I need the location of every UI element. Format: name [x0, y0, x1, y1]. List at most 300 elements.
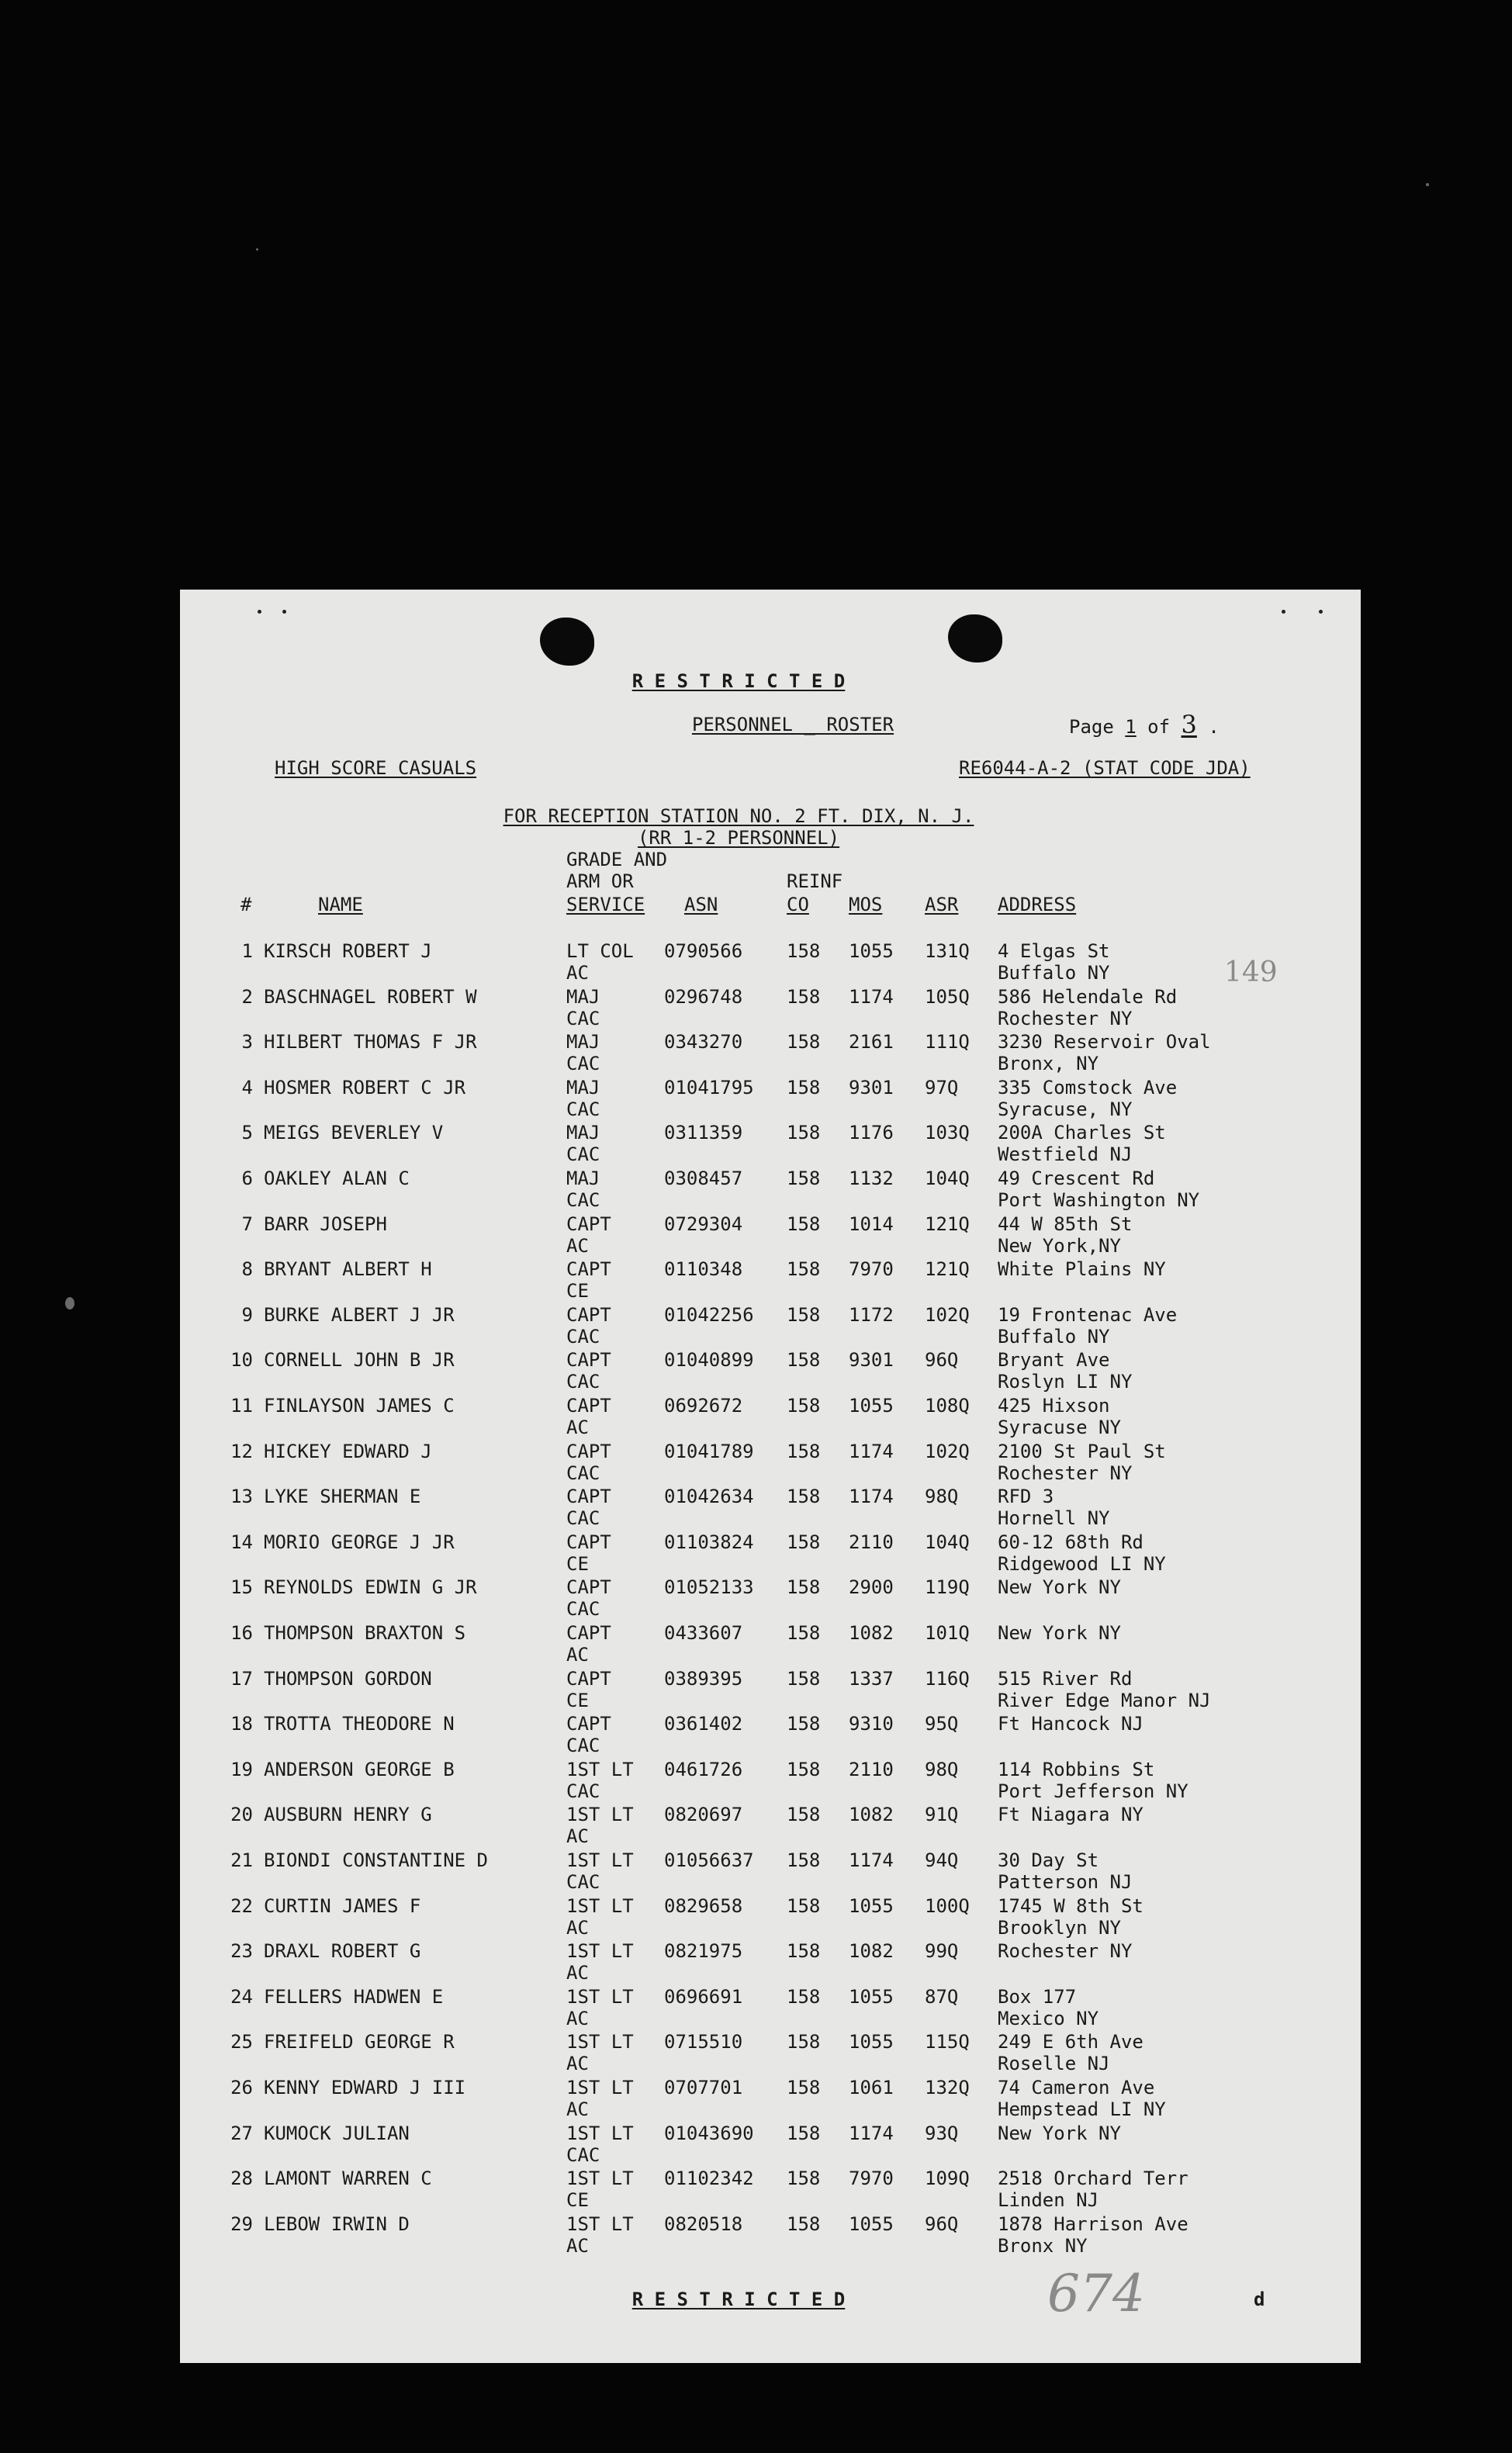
row-asn: 0829658: [664, 1894, 743, 1917]
row-asn: 0461726: [664, 1758, 743, 1780]
row-grade: 1ST LT: [566, 1758, 634, 1780]
row-arm-service: CAC: [566, 1098, 600, 1120]
col-reinf: REINF: [787, 870, 843, 892]
row-name: CURTIN JAMES F: [264, 1894, 421, 1917]
row-grade: 1ST LT: [566, 1940, 634, 1963]
row-asn: 01042634: [664, 1486, 754, 1508]
row-arm-service: CE: [566, 1552, 589, 1575]
row-grade: CAPT: [566, 1349, 611, 1372]
row-address-line2: Ridgewood LI NY: [998, 1552, 1166, 1575]
row-reinf-co: 158: [787, 1122, 821, 1144]
row-name: ANDERSON GEORGE B: [264, 1758, 455, 1780]
row-asr: 96Q: [925, 1349, 959, 1372]
row-arm-service: AC: [566, 1234, 589, 1257]
row-address-line2: Hornell NY: [998, 1507, 1110, 1530]
row-grade: 1ST LT: [566, 2213, 634, 2235]
row-address-line2: New York,NY: [998, 1234, 1121, 1257]
row-address-line1: 3230 Reservoir Oval: [998, 1031, 1211, 1054]
row-arm-service: CAC: [566, 1053, 600, 1075]
row-address-line1: RFD 3: [998, 1486, 1054, 1508]
row-address-line1: 4 Elgas St: [998, 940, 1110, 962]
row-address-line1: Bryant Ave: [998, 1349, 1110, 1372]
row-asn: 0696691: [664, 1985, 743, 2008]
row-address-line1: New York NY: [998, 1622, 1121, 1644]
col-co: CO: [787, 894, 809, 915]
row-reinf-co: 158: [787, 1940, 821, 1963]
page-label: Page: [1069, 716, 1114, 738]
row-number: 2: [241, 985, 253, 1008]
paper-dot: [258, 610, 261, 614]
row-number: 17: [230, 1667, 253, 1690]
row-name: OAKLEY ALAN C: [264, 1168, 410, 1189]
table-row: [180, 1804, 1361, 1849]
row-asr: 115Q: [925, 2031, 970, 2053]
row-number: 22: [230, 1894, 253, 1917]
row-asr: 119Q: [925, 1576, 970, 1599]
paper-dot: [1319, 610, 1323, 614]
col-grade-line2: ARM OR: [566, 870, 634, 892]
row-number: 18: [230, 1713, 253, 1735]
table-row: [180, 1441, 1361, 1486]
row-grade: MAJ: [566, 985, 600, 1008]
row-asn: 01056637: [664, 1849, 754, 1871]
row-asn: 0361402: [664, 1713, 743, 1735]
row-number: 9: [241, 1303, 253, 1326]
row-asn: 0707701: [664, 2077, 743, 2098]
table-row: [180, 1713, 1361, 1758]
row-address-line1: 200A Charles St: [998, 1122, 1166, 1144]
row-name: KENNY EDWARD J III: [264, 2077, 466, 2098]
table-row: [180, 1168, 1361, 1213]
row-name: MORIO GEORGE J JR: [264, 1531, 455, 1553]
row-address-line2: Syracuse, NY: [998, 1098, 1133, 1120]
col-asr: ASR: [925, 894, 959, 915]
row-reinf-co: 158: [787, 1849, 821, 1871]
row-number: 29: [230, 2213, 253, 2235]
row-name: KUMOCK JULIAN: [264, 2122, 410, 2144]
row-asn: 0790566: [664, 940, 743, 962]
row-mos: 1055: [849, 2031, 894, 2053]
row-mos: 1174: [849, 1849, 894, 1871]
row-address-line1: 2100 St Paul St: [998, 1440, 1166, 1462]
row-name: HILBERT THOMAS F JR: [264, 1031, 477, 1054]
row-mos: 2161: [849, 1031, 894, 1054]
row-asn: 0692672: [664, 1395, 743, 1417]
row-number: 8: [241, 1258, 253, 1281]
row-arm-service: AC: [566, 1962, 589, 1984]
table-row: [180, 1940, 1361, 1985]
row-asr: 102Q: [925, 1303, 970, 1326]
row-asr: 93Q: [925, 2122, 959, 2144]
row-mos: 2900: [849, 1576, 894, 1599]
row-reinf-co: 158: [787, 1213, 821, 1235]
row-address-line1: 2518 Orchard Terr: [998, 2168, 1188, 2190]
row-name: TROTTA THEODORE N: [264, 1713, 455, 1735]
row-number: 23: [230, 1940, 253, 1963]
row-name: THOMPSON BRAXTON S: [264, 1622, 466, 1644]
row-address-line2: Hempstead LI NY: [998, 2098, 1166, 2120]
row-asr: 111Q: [925, 1031, 970, 1054]
row-arm-service: AC: [566, 1417, 589, 1438]
row-address-line2: Port Jefferson NY: [998, 1780, 1188, 1802]
row-asr: 103Q: [925, 1122, 970, 1144]
row-address-line1: 425 Hixson: [998, 1395, 1110, 1417]
row-grade: CAPT: [566, 1258, 611, 1281]
unit-name: HIGH SCORE CASUALS: [275, 757, 477, 779]
row-grade: LT COL: [566, 940, 634, 962]
row-reinf-co: 158: [787, 1713, 821, 1735]
row-asr: 95Q: [925, 1713, 959, 1735]
row-asn: 0729304: [664, 1213, 743, 1235]
row-number: 12: [230, 1440, 253, 1462]
row-address-line1: 49 Crescent Rd: [998, 1168, 1155, 1189]
row-reinf-co: 158: [787, 1168, 821, 1189]
row-number: 20: [230, 1804, 253, 1826]
table-row: [180, 2077, 1361, 2122]
row-mos: 1174: [849, 1440, 894, 1462]
row-address-line2: Buffalo NY: [998, 962, 1110, 984]
roster-title: PERSONNEL _ ROSTER: [691, 714, 894, 735]
row-grade: CAPT: [566, 1531, 611, 1553]
row-grade: CAPT: [566, 1667, 611, 1690]
row-name: AUSBURN HENRY G: [264, 1804, 432, 1826]
row-mos: 1055: [849, 940, 894, 962]
row-address-line1: 44 W 85th St: [998, 1213, 1133, 1235]
punch-hole-right: [948, 614, 1002, 663]
row-reinf-co: 158: [787, 1303, 821, 1326]
row-asn: 0296748: [664, 985, 743, 1008]
row-reinf-co: 158: [787, 1258, 821, 1281]
row-grade: CAPT: [566, 1440, 611, 1462]
table-row: [180, 2168, 1361, 2213]
row-number: 19: [230, 1758, 253, 1780]
table-row: [180, 1077, 1361, 1122]
row-asn: 0821975: [664, 1940, 743, 1963]
row-reinf-co: 158: [787, 1985, 821, 2008]
row-arm-service: CAC: [566, 1189, 600, 1211]
col-grade-line3: SERVICE: [566, 894, 645, 915]
row-reinf-co: 158: [787, 1894, 821, 1917]
row-grade: 1ST LT: [566, 2031, 634, 2053]
page-indicator: Page 1 of 3 .: [1069, 710, 1220, 739]
row-name: MEIGS BEVERLEY V: [264, 1122, 444, 1144]
row-address-line2: Patterson NJ: [998, 1871, 1133, 1893]
row-arm-service: CAC: [566, 1143, 600, 1166]
row-address-line1: Box 177: [998, 1985, 1077, 2008]
row-asr: 105Q: [925, 985, 970, 1008]
row-arm-service: AC: [566, 962, 589, 984]
corner-mark: d: [1254, 2289, 1265, 2310]
station-line: FOR RECEPTION STATION NO. 2 FT. DIX, N. J.: [503, 805, 974, 827]
row-number: 26: [230, 2077, 253, 2098]
row-address-line2: Bronx NY: [998, 2234, 1088, 2257]
row-arm-service: AC: [566, 1825, 589, 1848]
row-address-line1: Ft Hancock NJ: [998, 1713, 1144, 1735]
punch-hole-left: [540, 618, 594, 666]
row-number: 16: [230, 1622, 253, 1644]
paper-dot: [1282, 610, 1285, 614]
table-row: [180, 1213, 1361, 1258]
row-arm-service: AC: [566, 1916, 589, 1939]
row-grade: CAPT: [566, 1213, 611, 1235]
row-reinf-co: 158: [787, 1440, 821, 1462]
row-address-line2: Rochester NY: [998, 1007, 1133, 1029]
row-grade: 1ST LT: [566, 1849, 634, 1871]
row-mos: 7970: [849, 1258, 894, 1281]
row-reinf-co: 158: [787, 2213, 821, 2235]
row-address-line2: Mexico NY: [998, 2007, 1099, 2029]
row-grade: MAJ: [566, 1168, 600, 1189]
row-number: 25: [230, 2031, 253, 2053]
row-number: 14: [230, 1531, 253, 1553]
row-number: 11: [230, 1395, 253, 1417]
row-reinf-co: 158: [787, 1758, 821, 1780]
row-name: BIONDI CONSTANTINE D: [264, 1849, 488, 1871]
row-asn: 01041795: [664, 1076, 754, 1098]
row-grade: 1ST LT: [566, 2122, 634, 2144]
row-name: BURKE ALBERT J JR: [264, 1303, 455, 1326]
col-num: #: [240, 894, 252, 915]
row-grade: CAPT: [566, 1713, 611, 1735]
table-row: [180, 2123, 1361, 2168]
row-number: 21: [230, 1849, 253, 1871]
row-grade: MAJ: [566, 1076, 600, 1098]
row-arm-service: CAC: [566, 2143, 600, 2166]
row-arm-service: CAC: [566, 1325, 600, 1348]
row-address-line1: New York NY: [998, 1576, 1121, 1599]
row-reinf-co: 158: [787, 1395, 821, 1417]
row-address-line2: Port Washington NY: [998, 1189, 1200, 1211]
table-row: [180, 2213, 1361, 2258]
row-mos: 1174: [849, 1486, 894, 1508]
row-number: 5: [241, 1122, 253, 1144]
row-asn: 01041789: [664, 1440, 754, 1462]
row-mos: 1132: [849, 1168, 894, 1189]
col-grade-line1: GRADE AND: [566, 849, 668, 870]
table-row: [180, 1849, 1361, 1894]
table-row: [180, 1895, 1361, 1940]
row-reinf-co: 158: [787, 1531, 821, 1553]
row-address-line1: 515 River Rd: [998, 1667, 1133, 1690]
row-arm-service: CAC: [566, 1007, 600, 1029]
row-address-line2: Roslyn LI NY: [998, 1371, 1133, 1393]
row-asr: 102Q: [925, 1440, 970, 1462]
row-asn: 0110348: [664, 1258, 743, 1281]
table-row: [180, 1622, 1361, 1667]
row-asr: 96Q: [925, 2213, 959, 2235]
row-name: CORNELL JOHN B JR: [264, 1349, 455, 1372]
row-grade: CAPT: [566, 1576, 611, 1599]
row-address-line1: White Plains NY: [998, 1258, 1166, 1281]
row-name: HOSMER ROBERT C JR: [264, 1076, 466, 1098]
row-reinf-co: 158: [787, 2077, 821, 2098]
row-name: KIRSCH ROBERT J: [264, 940, 432, 962]
row-address-line2: Brooklyn NY: [998, 1916, 1121, 1939]
row-reinf-co: 158: [787, 940, 821, 962]
row-asn: 0389395: [664, 1667, 743, 1690]
row-name: REYNOLDS EDWIN G JR: [264, 1576, 477, 1599]
row-address-line1: Rochester NY: [998, 1940, 1133, 1963]
row-mos: 1061: [849, 2077, 894, 2098]
row-asr: 99Q: [925, 1940, 959, 1963]
row-address-line1: 335 Comstock Ave: [998, 1076, 1178, 1098]
row-name: BASCHNAGEL ROBERT W: [264, 985, 477, 1008]
row-number: 10: [230, 1349, 253, 1372]
row-reinf-co: 158: [787, 1667, 821, 1690]
row-address-line1: 60-12 68th Rd: [998, 1531, 1144, 1553]
row-mos: 1014: [849, 1213, 894, 1235]
table-row: [180, 1122, 1361, 1167]
row-grade: 1ST LT: [566, 1894, 634, 1917]
table-row: [180, 1258, 1361, 1303]
row-reinf-co: 158: [787, 1031, 821, 1054]
table-row: [180, 1349, 1361, 1394]
row-reinf-co: 158: [787, 985, 821, 1008]
row-address-line1: 1745 W 8th St: [998, 1894, 1144, 1917]
row-arm-service: AC: [566, 2234, 589, 2257]
row-reinf-co: 158: [787, 1349, 821, 1372]
row-arm-service: CE: [566, 1689, 589, 1711]
row-grade: 1ST LT: [566, 1804, 634, 1826]
col-address: ADDRESS: [998, 894, 1077, 915]
row-name: FELLERS HADWEN E: [264, 1985, 444, 2008]
row-asr: 100Q: [925, 1894, 970, 1917]
row-name: LEBOW IRWIN D: [264, 2213, 410, 2235]
row-reinf-co: 158: [787, 1622, 821, 1644]
row-number: 28: [230, 2168, 253, 2190]
row-mos: 9310: [849, 1713, 894, 1735]
row-asr: 104Q: [925, 1531, 970, 1553]
row-address-line1: 586 Helendale Rd: [998, 985, 1178, 1008]
table-row: [180, 1531, 1361, 1576]
row-name: FINLAYSON JAMES C: [264, 1395, 455, 1417]
row-arm-service: CAC: [566, 1735, 600, 1757]
row-asn: 0820697: [664, 1804, 743, 1826]
row-arm-service: CE: [566, 1280, 589, 1303]
row-asr: 104Q: [925, 1168, 970, 1189]
row-grade: 1ST LT: [566, 2077, 634, 2098]
row-name: BRYANT ALBERT H: [264, 1258, 432, 1281]
row-address-line1: 114 Robbins St: [998, 1758, 1155, 1780]
row-asn: 0715510: [664, 2031, 743, 2053]
row-address-line2: Syracuse NY: [998, 1417, 1121, 1438]
col-asn: ASN: [684, 894, 718, 915]
row-mos: 1055: [849, 1395, 894, 1417]
roster-code: RE6044-A-2 (STAT CODE JDA): [959, 757, 1251, 779]
page-of-label: of: [1147, 716, 1171, 738]
row-arm-service: AC: [566, 2007, 589, 2029]
row-number: 15: [230, 1576, 253, 1599]
row-address-line1: 74 Cameron Ave: [998, 2077, 1155, 2098]
row-asr: 98Q: [925, 1486, 959, 1508]
row-address-line1: New York NY: [998, 2122, 1121, 2144]
row-address-line2: Linden NJ: [998, 2189, 1099, 2212]
row-arm-service: CAC: [566, 1871, 600, 1893]
row-arm-service: CAC: [566, 1462, 600, 1484]
row-address-line2: Bronx, NY: [998, 1053, 1099, 1075]
row-arm-service: CE: [566, 2189, 589, 2212]
pencil-annotation-bottom: 674: [1047, 2264, 1145, 2323]
dust-speck: [1426, 183, 1429, 186]
row-asr: 121Q: [925, 1213, 970, 1235]
row-reinf-co: 158: [787, 1486, 821, 1508]
row-mos: 9301: [849, 1349, 894, 1372]
row-name: THOMPSON GORDON: [264, 1667, 432, 1690]
row-asn: 0820518: [664, 2213, 743, 2235]
row-asn: 0308457: [664, 1168, 743, 1189]
row-address-line1: 1878 Harrison Ave: [998, 2213, 1188, 2235]
row-reinf-co: 158: [787, 1804, 821, 1826]
row-address-line2: Rochester NY: [998, 1462, 1133, 1484]
page-number: 1: [1125, 716, 1137, 738]
row-asr: 91Q: [925, 1804, 959, 1826]
col-mos: MOS: [849, 894, 883, 915]
row-arm-service: AC: [566, 2098, 589, 2120]
row-arm-service: AC: [566, 2053, 589, 2075]
row-grade: CAPT: [566, 1395, 611, 1417]
row-name: DRAXL ROBERT G: [264, 1940, 421, 1963]
row-asr: 121Q: [925, 1258, 970, 1281]
row-number: 3: [241, 1031, 253, 1054]
row-address-line1: 249 E 6th Ave: [998, 2031, 1144, 2053]
row-name: FREIFELD GEORGE R: [264, 2031, 455, 2053]
row-asr: 101Q: [925, 1622, 970, 1644]
row-reinf-co: 158: [787, 2031, 821, 2053]
row-mos: 9301: [849, 1076, 894, 1098]
row-reinf-co: 158: [787, 1576, 821, 1599]
page-total: 3: [1181, 710, 1197, 739]
row-mos: 2110: [849, 1758, 894, 1780]
row-asr: 98Q: [925, 1758, 959, 1780]
dust-speck: [65, 1297, 74, 1310]
row-asr: 108Q: [925, 1395, 970, 1417]
row-asr: 132Q: [925, 2077, 970, 2098]
dust-speck: [256, 248, 258, 251]
row-mos: 1337: [849, 1667, 894, 1690]
row-address-line1: 19 Frontenac Ave: [998, 1303, 1178, 1326]
row-asr: 109Q: [925, 2168, 970, 2190]
row-mos: 1176: [849, 1122, 894, 1144]
row-asr: 94Q: [925, 1849, 959, 1871]
row-grade: 1ST LT: [566, 2168, 634, 2190]
row-number: 7: [241, 1213, 253, 1235]
row-grade: CAPT: [566, 1622, 611, 1644]
row-address-line2: Westfield NJ: [998, 1143, 1133, 1166]
row-number: 1: [241, 940, 253, 962]
row-grade: CAPT: [566, 1303, 611, 1326]
row-grade: MAJ: [566, 1122, 600, 1144]
row-asn: 01040899: [664, 1349, 754, 1372]
row-asn: 01042256: [664, 1303, 754, 1326]
table-row: [180, 1395, 1361, 1440]
row-name: HICKEY EDWARD J: [264, 1440, 432, 1462]
row-number: 4: [241, 1076, 253, 1098]
table-row: [180, 986, 1361, 1031]
row-reinf-co: 158: [787, 2122, 821, 2144]
station-subtitle: (RR 1-2 PERSONNEL): [637, 827, 840, 849]
row-address-line2: Buffalo NY: [998, 1325, 1110, 1348]
row-mos: 7970: [849, 2168, 894, 2190]
row-asn: 01103824: [664, 1531, 754, 1553]
table-row: [180, 1031, 1361, 1076]
row-arm-service: AC: [566, 1644, 589, 1666]
restricted-footer: R E S T R I C T E D: [631, 2289, 846, 2310]
row-address-line1: 30 Day St: [998, 1849, 1099, 1871]
row-address-line1: Ft Niagara NY: [998, 1804, 1144, 1826]
table-row: [180, 1576, 1361, 1621]
row-mos: 1082: [849, 1940, 894, 1963]
row-asn: 0311359: [664, 1122, 743, 1144]
